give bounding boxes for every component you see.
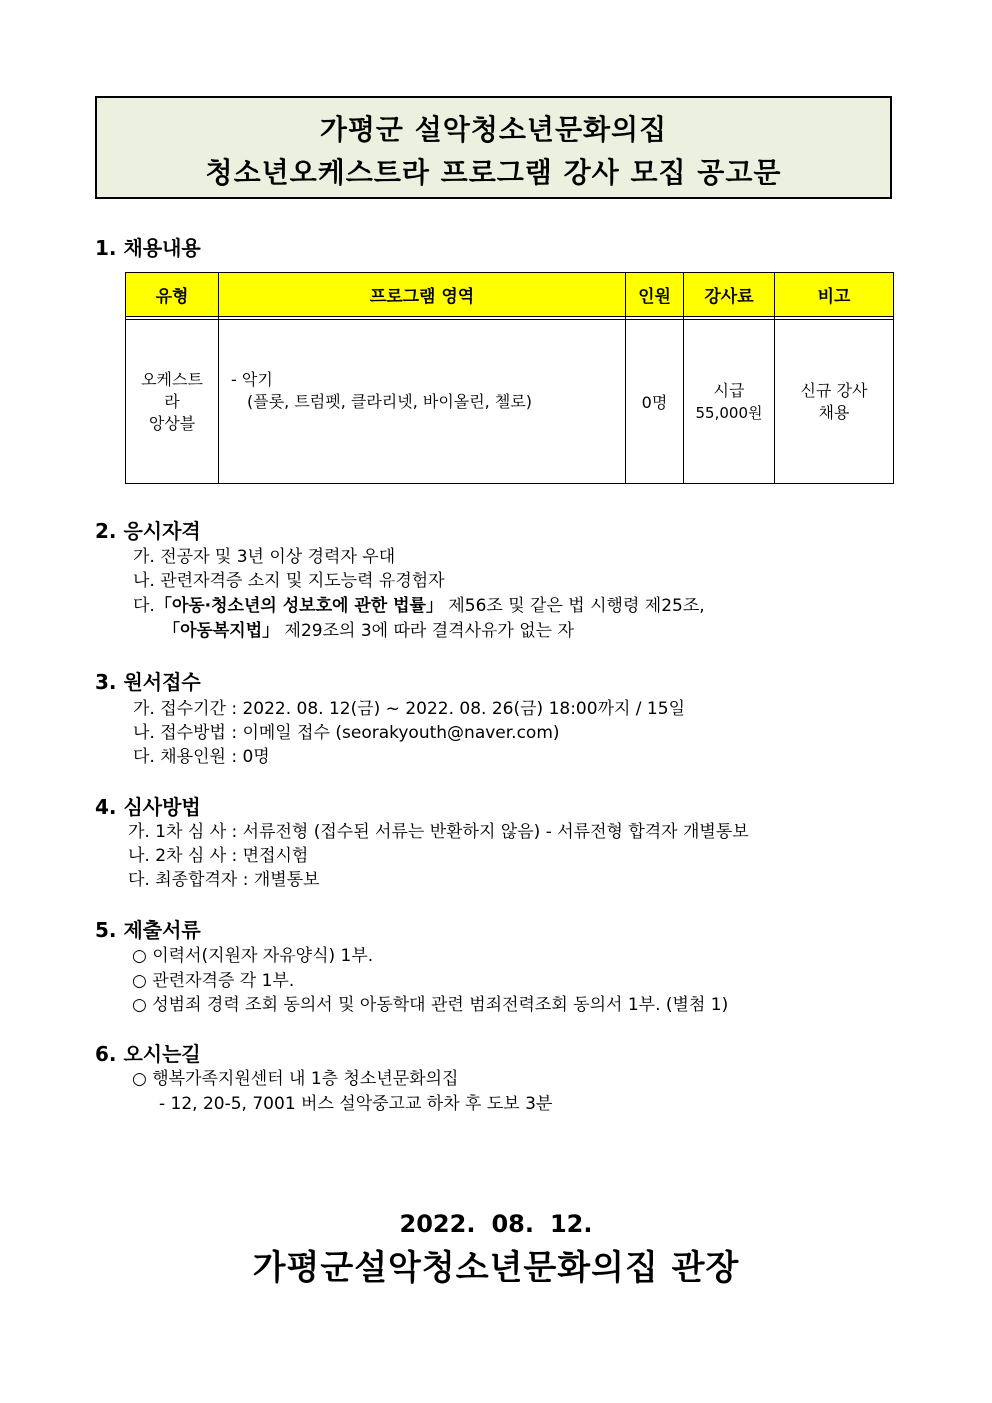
header-note: 비고 xyxy=(775,273,894,317)
directions-location: ○ 행복가족지원센터 내 1층 청소년문화의집 xyxy=(132,1069,459,1089)
qualification-item-ga: 가. 전공자 및 3년 이상 경력자 우대 xyxy=(133,547,396,567)
section-1-heading: 1. 채용내용 xyxy=(95,236,201,260)
table-row xyxy=(126,320,894,484)
section-4-heading: 4. 심사방법 xyxy=(95,795,201,819)
qualification-item-da: 다.「아동·청소년의 성보호에 관한 법률」 제56조 및 같은 법 시행령 제25조, xyxy=(133,596,705,616)
section-3-heading: 3. 원서접수 xyxy=(95,670,201,694)
notice-date: 2022. 08. 12. xyxy=(399,1210,593,1238)
screening-final: 다. 최종합격자 : 개별통보 xyxy=(128,870,320,890)
directions-bus: - 12, 20-5, 7001 버스 설악중고교 하차 후 도보 3분 xyxy=(159,1094,553,1114)
document-title-box xyxy=(95,96,892,199)
header-count: 인원 xyxy=(626,273,684,317)
screening-step-1: 가. 1차 심 사 : 서류전형 (접수된 서류는 반환하지 않음) - 서류전형 합격자 개별통보 xyxy=(128,822,749,842)
application-method: 나. 접수방법 : 이메일 접수 (seorakyouth@naver.com) xyxy=(133,723,560,743)
cell-type: 오케스트 라 앙상블 xyxy=(126,320,219,484)
qualification-item-na: 나. 관련자격증 소지 및 지도능력 유경험자 xyxy=(133,571,445,591)
section-2-heading: 2. 응시자격 xyxy=(95,519,201,543)
qualification-item-da-cont: 「아동복지법」 제29조의 3에 따라 결격사유가 없는 자 xyxy=(163,621,574,641)
recruit-count: 다. 채용인원 : 0명 xyxy=(133,747,270,767)
issuer-signature: 가평군설악청소년문화의집 관장 xyxy=(252,1248,740,1288)
law-name-2: 「아동복지법」 xyxy=(163,621,280,641)
recruitment-table xyxy=(125,272,894,484)
table-header-row xyxy=(126,273,894,317)
screening-step-2: 나. 2차 심 사 : 면접시험 xyxy=(128,846,309,866)
cell-note: 신규 강사 채용 xyxy=(775,320,894,484)
header-type: 유형 xyxy=(126,273,219,317)
application-period: 가. 접수기간 : 2022. 08. 12(금) ~ 2022. 08. 26(금) 18:00까지 / 15일 xyxy=(133,699,685,719)
cell-program: - 악기 (플롯, 트럼펫, 클라리넷, 바이올린, 첼로) xyxy=(219,320,626,484)
cell-count: 0명 xyxy=(626,320,684,484)
document-item: ○ 성범죄 경력 조회 동의서 및 아동학대 관련 범죄전력조회 동의서 1부. (별첨 1) xyxy=(132,995,729,1015)
header-fee: 강사료 xyxy=(684,273,775,317)
document-item: ○ 관련자격증 각 1부. xyxy=(132,971,295,991)
document-item: ○ 이력서(지원자 자유양식) 1부. xyxy=(132,946,374,966)
section-5-heading: 5. 제출서류 xyxy=(95,918,201,942)
section-6-heading: 6. 오시는길 xyxy=(95,1042,201,1066)
title-line-1: 가평군 설악청소년문화의집 xyxy=(319,113,668,146)
law-name-1: 「아동·청소년의 성보호에 관한 법률」 xyxy=(154,596,443,616)
header-program: 프로그램 영역 xyxy=(219,273,626,317)
cell-fee: 시급 55,000원 xyxy=(684,320,775,484)
title-line-2: 청소년오케스트라 프로그램 강사 모집 공고문 xyxy=(205,156,782,189)
